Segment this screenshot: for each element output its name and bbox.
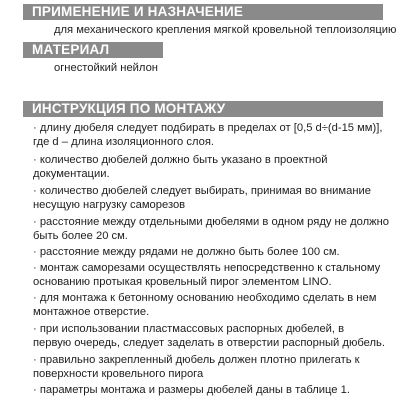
instruction-line: · монтаж саморезами осуществлять непосредственно к стальному	[33, 262, 381, 274]
instruction-line: · количество дюбелей должно быть указано в проектной	[33, 154, 328, 166]
instruction-line: основанию протыкая кровельный пирог элементом LINO.	[33, 276, 332, 288]
material-text: огнестойкий нейлон	[54, 62, 158, 74]
instruction-line: · при использовании пластмассовых распорных дюбелей, в	[33, 323, 345, 335]
instruction-line: · длину дюбеля следует подбирать в пределах от [0,5 d÷(d-15 мм)],	[33, 122, 383, 134]
instruction-line: поверхности кровельного пирога	[33, 368, 204, 380]
instruction-line: · количество дюбелей следует выбирать, принимая во внимание	[33, 185, 371, 197]
instruction-line: · для монтажа к бетонному основанию необходимо сделать в нем	[33, 292, 377, 304]
application-text: для механического крепления мягкой кровельной теплоизоляцию	[54, 24, 397, 36]
instruction-line: первую очередь, следует заделать в отверстии распорный дюбель.	[33, 337, 385, 349]
instruction-line: монтажное отверстие.	[33, 306, 150, 318]
instruction-line: · параметры монтажа и размеры дюбелей даны в таблице 1.	[33, 384, 350, 396]
instruction-line: быть более 20 см.	[33, 230, 128, 242]
section-header-application: ПРИМЕНЕНИЕ И НАЗНАЧЕНИЕ	[23, 4, 383, 20]
instruction-line: · расстояние между рядами не должно быть более 100 см.	[33, 246, 340, 258]
instruction-line: где d – длина изоляционного слоя.	[33, 136, 214, 148]
section-header-instructions: ИНСТРУКЦИЯ ПО МОНТАЖУ	[23, 101, 383, 117]
instruction-line: · расстояние между отдельными дюбелями в одном ряду не должно	[33, 216, 389, 228]
instruction-line: документации.	[33, 168, 110, 180]
section-header-material: МАТЕРИАЛ	[23, 42, 163, 58]
instruction-line: · правильно закрепленный дюбель должен плотно прилегать к	[33, 354, 360, 366]
instruction-line: несущую нагрузку саморезов	[33, 199, 186, 211]
